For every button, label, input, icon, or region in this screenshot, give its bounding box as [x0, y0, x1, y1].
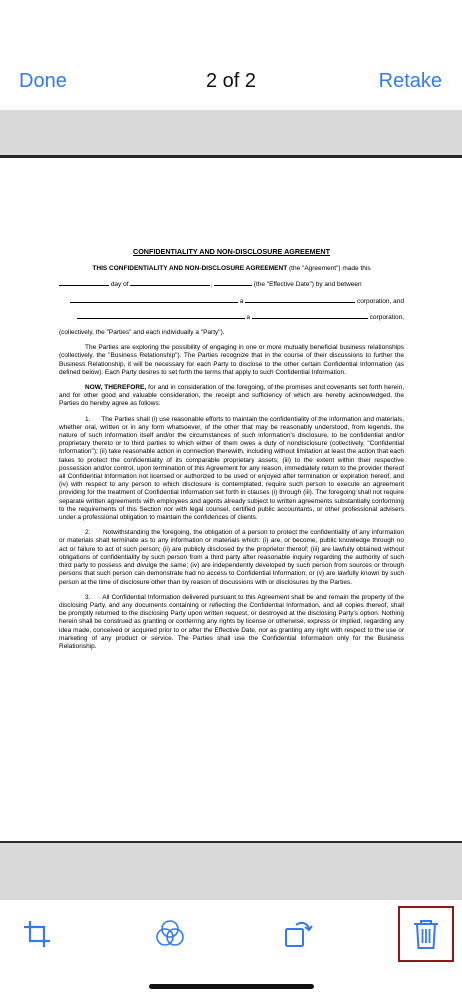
party-one-a: a	[239, 297, 244, 305]
rotate-icon	[282, 918, 314, 950]
effective-date-label: (the "Effective Date") by and between	[253, 281, 362, 289]
party-two-line	[59, 312, 404, 322]
scan-background-bottom	[0, 843, 462, 900]
retake-button[interactable]: Retake	[378, 70, 442, 92]
blank-line	[252, 312, 368, 319]
recital-paragraph: The Parties are exploring the possibility of engaging in one or more mutually beneficial business relationships (collectively, the "Business Relationship"). The Parties recognize that in the course of their discussions to further the Business Relationship, it will be necessary for each Party to disclose to the other certain Confidential Information (as defined below). Each Party desires to set forth the terms that apply to such Confidential Information.	[59, 344, 404, 376]
delete-button[interactable]	[398, 906, 454, 962]
section-2-number: 2.	[85, 529, 91, 537]
blank-line	[70, 296, 238, 303]
comma: ,	[210, 281, 213, 289]
intro-bold: THIS CONFIDENTIALITY AND NON-DISCLOSURE AGREEMENT	[92, 265, 288, 273]
trash-icon	[411, 917, 441, 951]
section-1	[59, 416, 404, 523]
blank-line	[245, 296, 355, 303]
crop-icon	[22, 919, 52, 949]
page-edge-top	[0, 155, 462, 158]
party-one-corp: corporation, and	[357, 297, 404, 305]
day-of-label: day of	[110, 281, 129, 289]
section-2	[59, 529, 404, 586]
now-therefore-bold: NOW, THEREFORE,	[85, 384, 147, 392]
rotate-button[interactable]	[276, 912, 320, 956]
party-one-line	[59, 296, 404, 306]
section-3	[59, 594, 404, 651]
intro-rest: (the "Agreement") made this	[289, 265, 371, 273]
blank-line	[59, 279, 109, 286]
now-therefore-text: for and in consideration of the foregoing, of the promises and covenants set forth herein, and for other good and valuable consideration, the receipt and sufficiency of which are hereby acknowledged, the Parties do hereby agree as follows:	[59, 384, 404, 408]
filter-button[interactable]	[148, 912, 192, 956]
crop-button[interactable]	[15, 912, 59, 956]
section-1-number: 1.	[85, 415, 91, 423]
document-text	[59, 248, 404, 651]
party-two-a: a	[246, 313, 251, 321]
scan-background-top	[0, 110, 462, 155]
page-counter: 2 of 2	[205, 70, 257, 92]
blank-line	[77, 312, 245, 319]
home-indicator[interactable]	[149, 984, 314, 989]
document-title: CONFIDENTIALITY AND NON-DISCLOSURE AGREEMENT	[133, 247, 330, 256]
date-line	[59, 279, 404, 289]
now-therefore-paragraph	[59, 384, 404, 409]
done-button[interactable]: Done	[19, 70, 67, 92]
blank-line	[130, 279, 213, 289]
section-3-number: 3.	[85, 593, 91, 601]
intro-line	[59, 265, 404, 273]
section-2-text: Notwithstanding the foregoing, the obligation of a person to protect the confidentiality of any information or materials shall terminate as to any information or materials which: (i) are, or become, public knowledge through no act or failure to act of such person; (ii) are publicly disclosed by the proprietor thereof; (iii) are lawfully obtained without obligations of confidentiality by such person from a third party after reasonable inquiry regarding the authority of such third party to possess and divulge the same; (iv) are independently developed by such person from sources or through persons that such person can demonstrate had no access to Confidential Information; or (v) are lawfully known by such person at the time of disclosure other than by reason of discussions with or disclosures by the Parties.	[59, 529, 404, 586]
section-1-text: The Parties shall (i) use reasonable efforts to maintain the confidentiality of the information and materials, whether oral, written or in any form whatsoever, of the other that may be reasonably understood, from legends, the nature of such information itself and/or the circumstances of such information's disclosure, to be confidential and/or proprietary thereto or to third parties to which either of them owes a duty of nondisclosure (collectively, "Confidential Information"); (ii) take reasonable action in connection therewith, including without limitation at least the action that each takes to protect the confidentiality of its comparable proprietary assets; (iii) to the extent within their respective possession and/or control, upon termination of this Agreement for any reason, immediately return to the provider thereof all Confidential Information not licensed or authorized to be used or enjoyed after termination or expiration hereof, and (iv) with respect to any person to which disclosure is contemplated, require such person to execute an agreement providing for the treatment of Confidential Information set forth in clauses (i) through (iii). The foregoing shall not require separate written agreements with employees and agents already subject to written agreements substantially conforming to the requirements of this Section nor with legal counsel, certified public accountants, or other professional advisers under a professional obligation to maintain the confidences of clients.	[59, 415, 405, 522]
blank-line	[214, 279, 252, 286]
filter-icon	[154, 918, 186, 950]
top-navigation-bar	[0, 0, 462, 110]
party-two-corp: corporation,	[369, 313, 404, 321]
section-3-text: All Confidential Information delivered pursuant to this Agreement shall be and remain the property of the disclosing Party, and any documents containing or reflecting the Confidential Information, and all copies thereof, shall be promptly returned to the disclosing Party upon written request, or destroyed at the disclosing Party's option. Nothing herein shall be construed as granting or conferring any rights by license or otherwise, express or implied, regarding any idea made, conceived or acquired prior to or after the Effective Date, nor as granting any right with respect to the use or marketing of any product or service. The Parties shall use the Confidential Information only for the Business Relationship.	[59, 593, 405, 650]
collectively-line: (collectively, the "Parties" and each individually a "Party").	[59, 329, 225, 337]
